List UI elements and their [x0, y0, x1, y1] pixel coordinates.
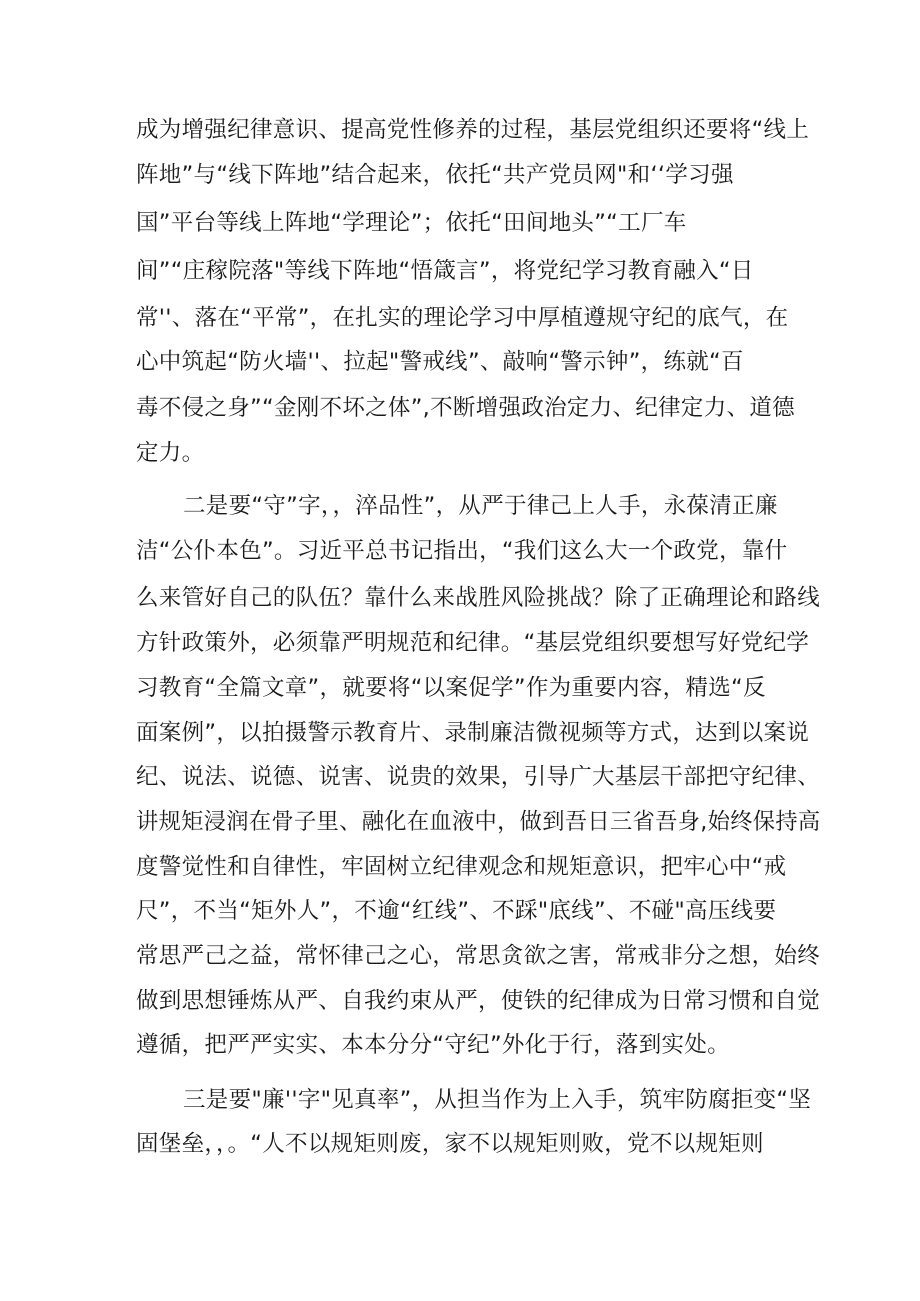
paragraph-line: 讲规矩浸润在骨子里、融化在血液中，做到吾日三省吾身,始终保持高: [136, 809, 821, 835]
paragraph-line: 成为增强纪律意识、提高党性修养的过程，基层党组织还要将“线上: [136, 117, 810, 143]
paragraph-line: 国”平台等线上阵地“学理论”；依托“田间地头”“工厂车: [136, 210, 687, 236]
paragraph-line: 纪、说法、说德、说害、说贵的效果，引导广大基层干部把守纪律、: [136, 764, 821, 790]
paragraph-line: 三是要"廉''字"见真率”，从担当作为上入手，筑牢防腐拒变“坚: [183, 1087, 812, 1113]
paragraph-line: 习教育“全篇文章”，就要将“以案促学”作为重要内容，精选“反: [136, 675, 766, 701]
paragraph-line: 做到思想锤炼从严、自我约束从严，使铁的纪律成为日常习惯和自觉: [136, 988, 821, 1014]
paragraph-line: 常思严己之益，常怀律己之心，常思贪欲之害，常戒非分之想，始终: [136, 943, 821, 969]
paragraph-line: 阵地”与“线下阵地”结合起来，依托“共产党员网"和‘‘学习强: [136, 162, 734, 188]
paragraph-line: 方针政策外，必须靠严明规范和纪律。“基层党组织要想写好党纪学: [136, 630, 810, 656]
paragraph-line: 二是要“守”字，，淬品性”，从严于律己上人手，永葆清正廉: [183, 493, 778, 519]
paragraph-line: 洁“公仆本色”。习近平总书记指出，“我们这么大一个政党，靠什: [136, 538, 788, 564]
paragraph-line: 心中筑起“防火墙''、拉起"警戒线”、敲响“警示钟”，练就“百: [136, 349, 744, 375]
paragraph-line: 么来管好自己的队伍？靠什么来战胜风险挑战？除了正确理论和路线: [136, 585, 821, 611]
paragraph-line: 面案例”，以拍摄警示教育片、录制廉洁微视频等方式，达到以案说: [136, 720, 810, 746]
paragraph-line: 度警觉性和自律性，牢固树立纪律观念和规矩意识，把牢心中“戒: [136, 854, 787, 880]
paragraph-line: 尺”，不当“矩外人”，不逾“红线”、不踩"底线”、不碰"高压线要: [136, 898, 777, 924]
paragraph-line: 常''、落在“平常”，在扎实的理论学习中厚植遵规守纪的底气，在: [136, 305, 789, 331]
paragraph-line: 定力。: [136, 440, 205, 466]
paragraph-line: 遵循，把严严实实、本本分分“守纪”外化于行，落到实处。: [136, 1032, 730, 1058]
paragraph-line: 固堡垒，，。“人不以规矩则废，家不以规矩则败，党不以规矩则: [136, 1131, 764, 1157]
paragraph-line: 毒不侵之身”“金刚不坏之体”,不断增强政治定力、纪律定力、道德: [136, 395, 795, 421]
paragraph-line: 间”“庄稼院落"等线下阵地“悟箴言”，将党纪学习教育融入“日: [136, 258, 754, 284]
